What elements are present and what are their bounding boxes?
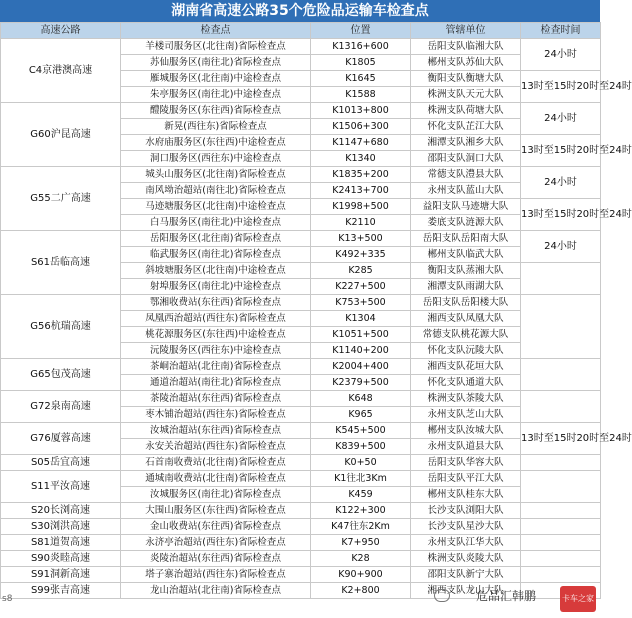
checkpoint-cell: 苏仙服务区(南往北)省际检查点 bbox=[121, 55, 311, 71]
highway-cell: G60沪昆高速 bbox=[1, 103, 121, 167]
time-cell: 13时至15时20时至24时 bbox=[521, 423, 601, 455]
checkpoint-cell: 雁城服务区(北往南)中途检查点 bbox=[121, 71, 311, 87]
table-row bbox=[1, 471, 601, 487]
position-cell: K648 bbox=[311, 391, 411, 407]
time-cell bbox=[521, 551, 601, 567]
checkpoint-cell: 洞口服务区(西往东)中途检查点 bbox=[121, 151, 311, 167]
unit-cell: 益阳支队马迹塘大队 bbox=[411, 199, 521, 215]
unit-cell: 衡阳支队衡塘大队 bbox=[411, 71, 521, 87]
position-cell: K1147+680 bbox=[311, 135, 411, 151]
checkpoint-cell: 茶陵治超站(东往西)省际检查点 bbox=[121, 391, 311, 407]
table-row bbox=[1, 503, 601, 519]
position-cell: K227+500 bbox=[311, 279, 411, 295]
table-row bbox=[1, 359, 601, 375]
time-cell bbox=[521, 535, 601, 551]
position-cell: K839+500 bbox=[311, 439, 411, 455]
highway-cell: S05岳宜高速 bbox=[1, 455, 121, 471]
highway-cell: S81道贺高速 bbox=[1, 535, 121, 551]
checkpoint-cell: 鄂湘收费站(东往西)省际检查点 bbox=[121, 295, 311, 311]
unit-cell: 株洲支队炎陵大队 bbox=[411, 551, 521, 567]
unit-cell: 衡阳支队蒸湘大队 bbox=[411, 263, 521, 279]
unit-cell: 永州支队道县大队 bbox=[411, 439, 521, 455]
unit-cell: 常德支队桃花源大队 bbox=[411, 327, 521, 343]
position-cell: K1645 bbox=[311, 71, 411, 87]
unit-cell: 湘潭支队湘乡大队 bbox=[411, 135, 521, 151]
checkpoint-cell: 南风坳治超站(南往北)省际检查点 bbox=[121, 183, 311, 199]
time-cell bbox=[521, 359, 601, 391]
position-cell: K965 bbox=[311, 407, 411, 423]
unit-cell: 郴州支队汝城大队 bbox=[411, 423, 521, 439]
unit-cell: 怀化支队芷江大队 bbox=[411, 119, 521, 135]
checkpoint-cell: 永安关治超站(西往东)省际检查点 bbox=[121, 439, 311, 455]
table-row bbox=[1, 231, 601, 247]
highway-cell: G72泉南高速 bbox=[1, 391, 121, 423]
checkpoint-cell: 临武服务区(南往北)省际检查点 bbox=[121, 247, 311, 263]
checkpoint-cell: 通道治超站(南往北)省际检查点 bbox=[121, 375, 311, 391]
corner-mark: s8 bbox=[2, 594, 13, 604]
table-row bbox=[1, 567, 601, 583]
table-row bbox=[1, 455, 601, 471]
position-cell: K0+50 bbox=[311, 455, 411, 471]
position-cell: K1304 bbox=[311, 311, 411, 327]
table-row bbox=[1, 295, 601, 311]
page-title: 湖南省高速公路35个危险品运输车检查点 bbox=[0, 0, 600, 22]
time-cell: 13时至15时20时至24时 bbox=[521, 199, 601, 231]
highway-cell: S20长浏高速 bbox=[1, 503, 121, 519]
position-cell: K1506+300 bbox=[311, 119, 411, 135]
position-cell: K13+500 bbox=[311, 231, 411, 247]
position-cell: K2379+500 bbox=[311, 375, 411, 391]
highway-cell: C4京港澳高速 bbox=[1, 39, 121, 103]
highway-cell: G55二广高速 bbox=[1, 167, 121, 231]
position-cell: K28 bbox=[311, 551, 411, 567]
watermark-text: 危品汇韩鹏 bbox=[475, 589, 536, 603]
checkpoint-cell: 斜坡塘服务区(北往南)中途检查点 bbox=[121, 263, 311, 279]
unit-cell: 永州支队芝山大队 bbox=[411, 407, 521, 423]
checkpoint-cell: 水府庙服务区(东往西)中途检查点 bbox=[121, 135, 311, 151]
highway-cell: G56杭瑞高速 bbox=[1, 295, 121, 359]
checkpoint-cell: 龙山治超站(北往南)省际检查点 bbox=[121, 583, 311, 599]
position-cell: K545+500 bbox=[311, 423, 411, 439]
table-row bbox=[1, 103, 601, 119]
position-cell: K47往东2Km bbox=[311, 519, 411, 535]
unit-cell: 郴州支队苏仙大队 bbox=[411, 55, 521, 71]
position-cell: K285 bbox=[311, 263, 411, 279]
position-cell: K1835+200 bbox=[311, 167, 411, 183]
unit-cell: 岳阳支队平江大队 bbox=[411, 471, 521, 487]
position-cell: K1013+800 bbox=[311, 103, 411, 119]
unit-cell: 长沙支队星沙大队 bbox=[411, 519, 521, 535]
unit-cell: 岳阳支队临湘大队 bbox=[411, 39, 521, 55]
checkpoint-cell: 炎陵治超站(东往西)省际检查点 bbox=[121, 551, 311, 567]
publisher-logo: 卡车之家 bbox=[560, 586, 596, 612]
header-checkpoint: 检查点 bbox=[121, 23, 311, 39]
unit-cell: 湘潭支队雨湖大队 bbox=[411, 279, 521, 295]
highway-cell: S11平汝高速 bbox=[1, 471, 121, 503]
table-row bbox=[1, 391, 601, 407]
position-cell: K1往北3Km bbox=[311, 471, 411, 487]
unit-cell: 常德支队澧县大队 bbox=[411, 167, 521, 183]
position-cell: K1340 bbox=[311, 151, 411, 167]
position-cell: K90+900 bbox=[311, 567, 411, 583]
checkpoint-cell: 城头山服务区(北往南)省际检查点 bbox=[121, 167, 311, 183]
checkpoint-cell: 石首南收费站(北往南)省际检查点 bbox=[121, 455, 311, 471]
highway-cell: S99张吉高速 bbox=[1, 583, 121, 599]
checkpoint-cell: 马迹塘服务区(北往南)中途检查点 bbox=[121, 199, 311, 215]
unit-cell: 岳阳支队岳阳南大队 bbox=[411, 231, 521, 247]
position-cell: K2413+700 bbox=[311, 183, 411, 199]
unit-cell: 郴州支队桂东大队 bbox=[411, 487, 521, 503]
wechat-icon bbox=[434, 589, 450, 602]
unit-cell: 湘西支队龙山大队 bbox=[411, 583, 521, 599]
time-cell bbox=[521, 391, 601, 423]
table-header-row bbox=[1, 23, 601, 39]
time-cell: 13时至15时20时至24时 bbox=[521, 71, 601, 103]
highway-cell: G65包茂高速 bbox=[1, 359, 121, 391]
unit-cell: 长沙支队浏阳大队 bbox=[411, 503, 521, 519]
highway-cell: S30浏洪高速 bbox=[1, 519, 121, 535]
table-row bbox=[1, 519, 601, 535]
checkpoint-cell: 射埠服务区(南往北)中途检查点 bbox=[121, 279, 311, 295]
checkpoint-cell: 沅陵服务区(西往东)中途检查点 bbox=[121, 343, 311, 359]
checkpoint-cell: 汝城服务区(南往北)省际检查点 bbox=[121, 487, 311, 503]
time-cell bbox=[521, 519, 601, 535]
table-row bbox=[1, 39, 601, 55]
time-cell bbox=[521, 263, 601, 295]
unit-cell: 郴州支队临武大队 bbox=[411, 247, 521, 263]
header-position: 位置 bbox=[311, 23, 411, 39]
highway-cell: S91洞新高速 bbox=[1, 567, 121, 583]
checkpoint-cell: 通城南收费站(北往南)省际检查点 bbox=[121, 471, 311, 487]
checkpoint-cell: 茶峒治超站(北往南)省际检查点 bbox=[121, 359, 311, 375]
table-row bbox=[1, 551, 601, 567]
checkpoint-cell: 塔子寨治超站(西往东)省际检查点 bbox=[121, 567, 311, 583]
checkpoint-cell: 汝城治超站(东往西)省际检查点 bbox=[121, 423, 311, 439]
position-cell: K7+950 bbox=[311, 535, 411, 551]
table-row bbox=[1, 423, 601, 439]
time-cell: 24小时 bbox=[521, 103, 601, 135]
highway-cell: S90炎睦高速 bbox=[1, 551, 121, 567]
unit-cell: 娄底支队涟源大队 bbox=[411, 215, 521, 231]
position-cell: K753+500 bbox=[311, 295, 411, 311]
unit-cell: 永州支队江华大队 bbox=[411, 535, 521, 551]
time-cell bbox=[521, 455, 601, 471]
unit-cell: 怀化支队通道大队 bbox=[411, 375, 521, 391]
time-cell: 24小时 bbox=[521, 167, 601, 199]
time-cell bbox=[521, 503, 601, 519]
table-body bbox=[1, 39, 632, 599]
time-cell bbox=[521, 471, 601, 503]
checkpoint-cell: 朱亭服务区(南往北)中途检查点 bbox=[121, 87, 311, 103]
header-unit: 管辖单位 bbox=[411, 23, 521, 39]
unit-cell: 怀化支队沅陵大队 bbox=[411, 343, 521, 359]
table-row bbox=[1, 535, 601, 551]
checkpoint-cell: 凤凰西治超站(西往东)省际检查点 bbox=[121, 311, 311, 327]
checkpoint-cell: 新晃(西往东)省际检查点 bbox=[121, 119, 311, 135]
checkpoint-cell: 桃花源服务区(东往西)中途检查点 bbox=[121, 327, 311, 343]
unit-cell: 邵阳支队新宁大队 bbox=[411, 567, 521, 583]
position-cell: K1805 bbox=[311, 55, 411, 71]
checkpoint-cell: 岳阳服务区(北往南)省际检查点 bbox=[121, 231, 311, 247]
unit-cell: 株洲支队茶陵大队 bbox=[411, 391, 521, 407]
checkpoint-cell: 羊楼司服务区(北往南)省际检查点 bbox=[121, 39, 311, 55]
table-row bbox=[1, 167, 601, 183]
unit-cell: 岳阳支队华容大队 bbox=[411, 455, 521, 471]
time-cell: 24小时 bbox=[521, 231, 601, 263]
checkpoint-cell: 醴陵服务区(东往西)省际检查点 bbox=[121, 103, 311, 119]
checkpoint-cell: 永济亭治超站(西往东)省际检查点 bbox=[121, 535, 311, 551]
highway-cell: S61岳临高速 bbox=[1, 231, 121, 295]
position-cell: K1588 bbox=[311, 87, 411, 103]
highway-cell: G76厦蓉高速 bbox=[1, 423, 121, 455]
position-cell: K1316+600 bbox=[311, 39, 411, 55]
position-cell: K2110 bbox=[311, 215, 411, 231]
position-cell: K492+335 bbox=[311, 247, 411, 263]
position-cell: K122+300 bbox=[311, 503, 411, 519]
position-cell: K2+800 bbox=[311, 583, 411, 599]
position-cell: K1998+500 bbox=[311, 199, 411, 215]
position-cell: K1051+500 bbox=[311, 327, 411, 343]
unit-cell: 永州支队蓝山大队 bbox=[411, 183, 521, 199]
unit-cell: 株洲支队荷塘大队 bbox=[411, 103, 521, 119]
unit-cell: 湘西支队凤凰大队 bbox=[411, 311, 521, 327]
unit-cell: 岳阳支队岳阳楼大队 bbox=[411, 295, 521, 311]
time-cell: 24小时 bbox=[521, 39, 601, 71]
time-cell: 13时至15时20时至24时 bbox=[521, 135, 601, 167]
header-time: 检查时间 bbox=[521, 23, 601, 39]
position-cell: K1140+200 bbox=[311, 343, 411, 359]
checkpoint-cell: 白马服务区(南往北)中途检查点 bbox=[121, 215, 311, 231]
unit-cell: 株洲支队天元大队 bbox=[411, 87, 521, 103]
unit-cell: 湘西支队花垣大队 bbox=[411, 359, 521, 375]
checkpoint-cell: 金山收费站(东往西)省际检查点 bbox=[121, 519, 311, 535]
header-highway: 高速公路 bbox=[1, 23, 121, 39]
checkpoint-table bbox=[0, 22, 632, 599]
checkpoint-cell: 大围山服务区(东往西)省际检查点 bbox=[121, 503, 311, 519]
time-cell bbox=[521, 295, 601, 359]
position-cell: K459 bbox=[311, 487, 411, 503]
unit-cell: 邵阳支队洞口大队 bbox=[411, 151, 521, 167]
time-cell bbox=[521, 567, 601, 583]
checkpoint-cell: 枣木铺治超站(西往东)省际检查点 bbox=[121, 407, 311, 423]
position-cell: K2004+400 bbox=[311, 359, 411, 375]
